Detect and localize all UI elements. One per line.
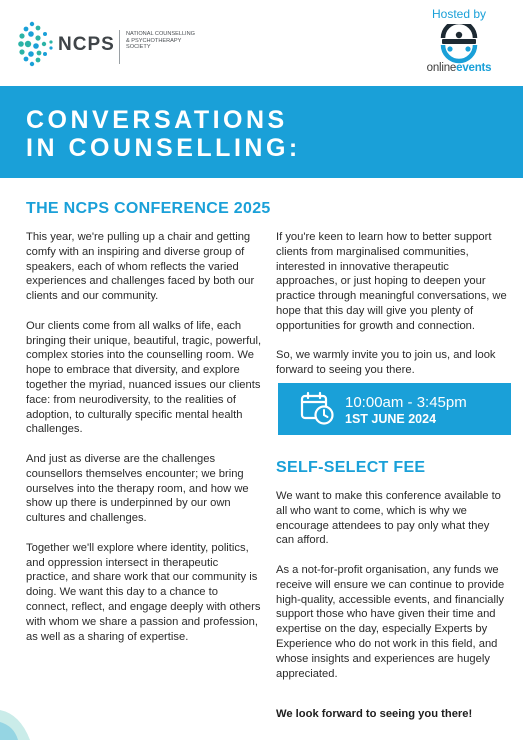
logo-subtitle: NATIONAL COUNSELLING & PSYCHOTHERAPY SOCIETY [126, 31, 196, 51]
fee-column [276, 489, 510, 696]
onlineevents-logo-icon [438, 24, 480, 64]
hosted-by-label: Hosted by [431, 7, 487, 21]
right-column [276, 230, 510, 393]
calendar-clock-icon [300, 391, 334, 425]
ncps-leaf-mark-icon [18, 16, 58, 72]
fee-heading: SELF-SELECT FEE [276, 459, 426, 476]
closing-line: We look forward to seeing you there! [276, 708, 473, 720]
explore-paragraph: Together we'll explore where identity, politics, and oppression intersect in therapeutic practice, and share work that our community is doing. We want this day to a chance to connect, reflect, and engage deeply with others with whom we share a passion and profession, as well as a sharing of expertise. [26, 541, 261, 643]
support-paragraph: If you're keen to learn how to better support clients from marginalised communities, interested in innovative therapeutic approaches, or just hoping to deepen your practice through meaningful conversations, we hope that this day will give you plenty of opportunities for growth and connection. [276, 231, 507, 332]
logo-divider [119, 30, 120, 64]
clients-paragraph: Our clients come from all walks of life, each bringing their unique, beautiful, tragic, powerful, complex stories into the counselling room. We hope to embrace that diversity, and explore together the myriad, nuanced issues our clients face: from neurodiversity, to the realities of adoption, to culturally specific mental health challenges. [26, 319, 262, 436]
intro-paragraph: This year, we're pulling up a chair and getting comfy with an inspiring and diverse group of speakers, each of whom reflects the varied experiences and challenges faced by both our clients and our community. [26, 231, 255, 303]
ncps-logo[interactable] [18, 16, 196, 72]
fee-paragraph: We want to make this conference available to all who want to come, which is why we encourage attendees to pay only what they can afford. [276, 490, 501, 547]
event-time: 10:00am - 3:45pm [345, 394, 467, 411]
page-title: CONVERSATIONS IN COUNSELLING: [26, 106, 301, 162]
title-banner [0, 86, 523, 178]
logo-wordmark: NCPS [58, 34, 115, 55]
counsellors-paragraph: And just as diverse are the challenges counsellors themselves encounter; we bring ourselves into the therapy room, and how we show up there is underpinned by our own cultures and challenges. [26, 452, 249, 525]
nonprofit-paragraph: As a not-for-profit organisation, any funds we receive will ensure we can continue to provide high-quality, accessible events, and financially support those who have given their time and expertise on the day, especially Experts by Experience who do not work in this field, and whose insights and experiences are hugely appreciated. [276, 563, 505, 680]
event-date-box [278, 383, 511, 435]
conference-heading: THE NCPS CONFERENCE 2025 [26, 200, 271, 217]
header [0, 0, 523, 86]
corner-decoration-icon [0, 700, 60, 740]
left-column [26, 230, 262, 659]
host-name: onlineevents [426, 62, 492, 74]
invite-paragraph: So, we warmly invite you to join us, and look forward to seeing you there. [276, 349, 496, 377]
event-date: 1ST JUNE 2024 [345, 412, 437, 426]
hosted-by-block[interactable] [419, 7, 499, 74]
